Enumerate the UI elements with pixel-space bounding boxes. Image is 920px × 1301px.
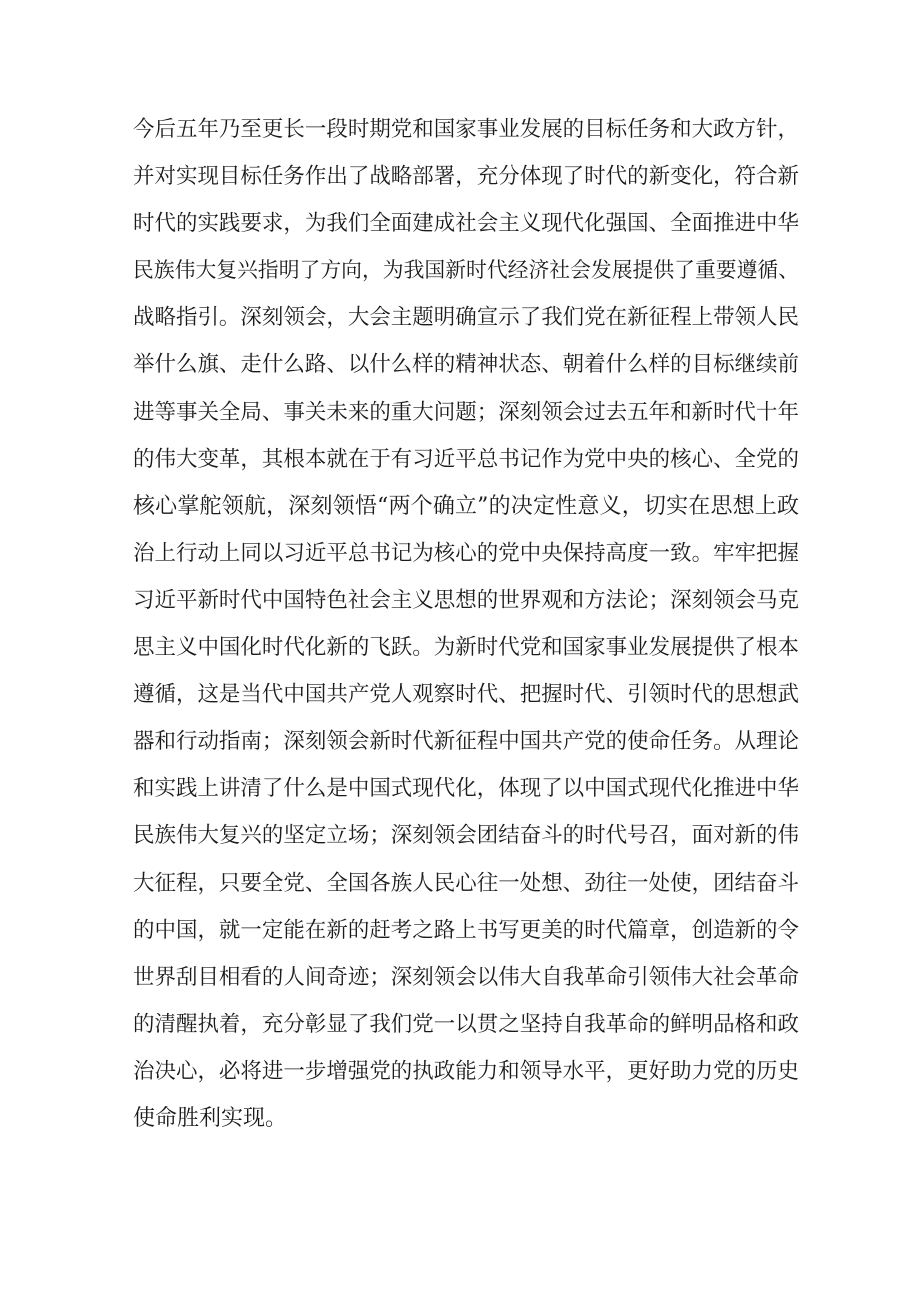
text-line-11: 习近平新时代中国特色社会主义思想的世界观和方法论；深刻领会马克 — [133, 587, 799, 613]
text-line-7: 进等事关全局、事关未来的重大问题；深刻领会过去五年和新时代十年 — [133, 399, 799, 425]
text-line-6: 举什么旗、走什么路、以什么样的精神状态、朝着什么样的目标继续前 — [133, 352, 799, 378]
text-line-21: 治决心，必将进一步增强党的执政能力和领导水平，更好助力党的历史 — [133, 1058, 799, 1084]
text-line-13: 遵循，这是当代中国共产党人观察时代、把握时代、引领时代的思想武 — [133, 682, 799, 708]
text-line-19: 世界刮目相看的人间奇迹；深刻领会以伟大自我革命引领伟大社会革命 — [133, 964, 799, 990]
text-line-5: 战略指引。深刻领会，大会主题明确宣示了我们党在新征程上带领人民 — [133, 305, 799, 331]
text-line-10: 治上行动上同以习近平总书记为核心的党中央保持高度一致。牢牢把握 — [133, 540, 799, 566]
text-line-15: 和实践上讲清了什么是中国式现代化，体现了以中国式现代化推进中华 — [133, 776, 799, 802]
body-paragraph — [133, 106, 799, 1142]
text-line-3: 时代的实践要求，为我们全面建成社会主义现代化强国、全面推进中华 — [133, 211, 799, 237]
text-line-1: 今后五年乃至更长一段时期党和国家事业发展的目标任务和大政方针， — [133, 117, 799, 142]
text-line-17: 大征程，只要全党、全国各族人民心往一处想、劲往一处使，团结奋斗 — [133, 870, 799, 896]
text-line-8: 的伟大变革，其根本就在于有习近平总书记作为党中央的核心、全党的 — [133, 446, 799, 472]
text-line-9: 核心掌舵领航，深刻领悟“两个确立”的决定性意义，切实在思想上政 — [133, 493, 799, 519]
text-line-18: 的中国，就一定能在新的赶考之路上书写更美的时代篇章，创造新的令 — [133, 917, 799, 943]
text-line-12: 思主义中国化时代化新的飞跃。为新时代党和国家事业发展提供了根本 — [133, 635, 799, 661]
text-line-2: 并对实现目标任务作出了战略部署，充分体现了时代的新变化，符合新 — [133, 164, 799, 190]
text-line-16: 民族伟大复兴的坚定立场；深刻领会团结奋斗的时代号召，面对新的伟 — [133, 823, 799, 849]
text-line-20: 的清醒执着，充分彰显了我们党一以贯之坚持自我革命的鲜明品格和政 — [133, 1011, 799, 1037]
text-line-14: 器和行动指南；深刻领会新时代新征程中国共产党的使命任务。从理论 — [133, 729, 799, 755]
text-line-22: 使命胜利实现。 — [133, 1105, 288, 1131]
text-line-4: 民族伟大复兴指明了方向，为我国新时代经济社会发展提供了重要遵循、 — [133, 258, 799, 283]
